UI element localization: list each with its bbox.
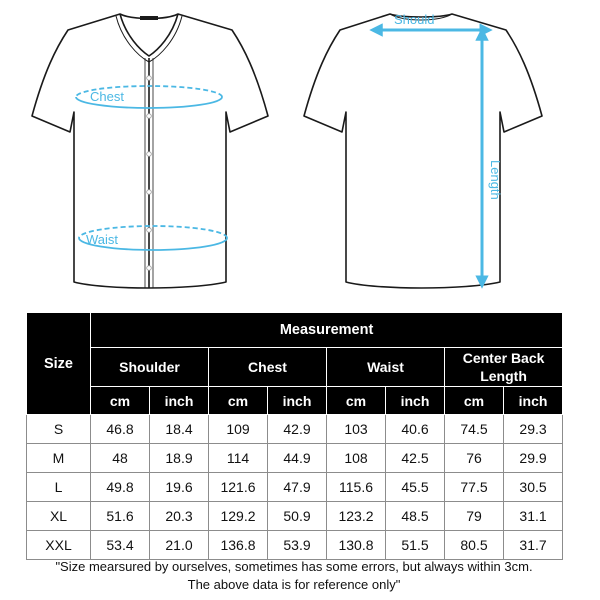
table-cell: 109	[209, 415, 268, 444]
measurement-header: Measurement	[91, 313, 563, 348]
table-cell: 130.8	[327, 531, 386, 560]
unit-header: inch	[386, 387, 445, 415]
table-cell: 77.5	[445, 473, 504, 502]
disclaimer-line-2: The above data is for reference only"	[187, 577, 401, 592]
table-cell: 51.5	[386, 531, 445, 560]
table-cell: 79	[445, 502, 504, 531]
jersey-front-illustration	[32, 14, 268, 288]
table-row	[27, 502, 563, 531]
table-cell: 76	[445, 444, 504, 473]
table-cell: 53.9	[268, 531, 327, 560]
table-cell: 18.4	[150, 415, 209, 444]
unit-header: cm	[91, 387, 150, 415]
table-cell: 48.5	[386, 502, 445, 531]
table-cell: 114	[209, 444, 268, 473]
unit-header: inch	[150, 387, 209, 415]
table-cell: 103	[327, 415, 386, 444]
table-cell: 108	[327, 444, 386, 473]
table-cell: 53.4	[91, 531, 150, 560]
table-cell: 115.6	[327, 473, 386, 502]
table-cell: 42.9	[268, 415, 327, 444]
table-row	[27, 531, 563, 560]
unit-header: cm	[327, 387, 386, 415]
table-cell: 21.0	[150, 531, 209, 560]
table-cell: 18.9	[150, 444, 209, 473]
table-cell: 123.2	[327, 502, 386, 531]
table-cell: 42.5	[386, 444, 445, 473]
unit-header: inch	[268, 387, 327, 415]
size-chart-table	[26, 312, 563, 560]
table-row	[27, 415, 563, 444]
size-cell: L	[27, 473, 91, 502]
disclaimer-line-1: "Size mearsured by ourselves, sometimes has some errors, but always within 3cm.	[55, 559, 533, 574]
waist-label: Waist	[86, 232, 119, 247]
table-cell: 44.9	[268, 444, 327, 473]
table-cell: 50.9	[268, 502, 327, 531]
table-cell: 49.8	[91, 473, 150, 502]
table-cell: 46.8	[91, 415, 150, 444]
table-cell: 48	[91, 444, 150, 473]
table-cell: 45.5	[386, 473, 445, 502]
table-row	[27, 444, 563, 473]
chest-label: Chest	[90, 89, 124, 104]
table-cell: 51.6	[91, 502, 150, 531]
table-cell: 29.3	[504, 415, 563, 444]
table-cell: 31.7	[504, 531, 563, 560]
table-cell: 19.6	[150, 473, 209, 502]
table-cell: 129.2	[209, 502, 268, 531]
table-cell: 20.3	[150, 502, 209, 531]
center-back-length-header: Center Back Length	[445, 348, 563, 387]
size-cell: XL	[27, 502, 91, 531]
waist-header: Waist	[327, 348, 445, 387]
table-cell: 80.5	[445, 531, 504, 560]
shoulder-label: Should	[394, 12, 435, 27]
table-cell: 136.8	[209, 531, 268, 560]
unit-header: inch	[504, 387, 563, 415]
chest-header: Chest	[209, 348, 327, 387]
size-cell: M	[27, 444, 91, 473]
unit-header: cm	[445, 387, 504, 415]
jersey-back-illustration	[304, 14, 542, 288]
size-cell: XXL	[27, 531, 91, 560]
size-cell: S	[27, 415, 91, 444]
table-cell: 29.9	[504, 444, 563, 473]
table-cell: 47.9	[268, 473, 327, 502]
length-label: Length	[488, 160, 503, 200]
table-cell: 74.5	[445, 415, 504, 444]
disclaimer-note	[26, 558, 562, 594]
table-cell: 121.6	[209, 473, 268, 502]
unit-header: cm	[209, 387, 268, 415]
table-row	[27, 473, 563, 502]
table-cell: 40.6	[386, 415, 445, 444]
table-cell: 31.1	[504, 502, 563, 531]
size-header: Size	[27, 313, 91, 415]
table-cell: 30.5	[504, 473, 563, 502]
shoulder-header: Shoulder	[91, 348, 209, 387]
